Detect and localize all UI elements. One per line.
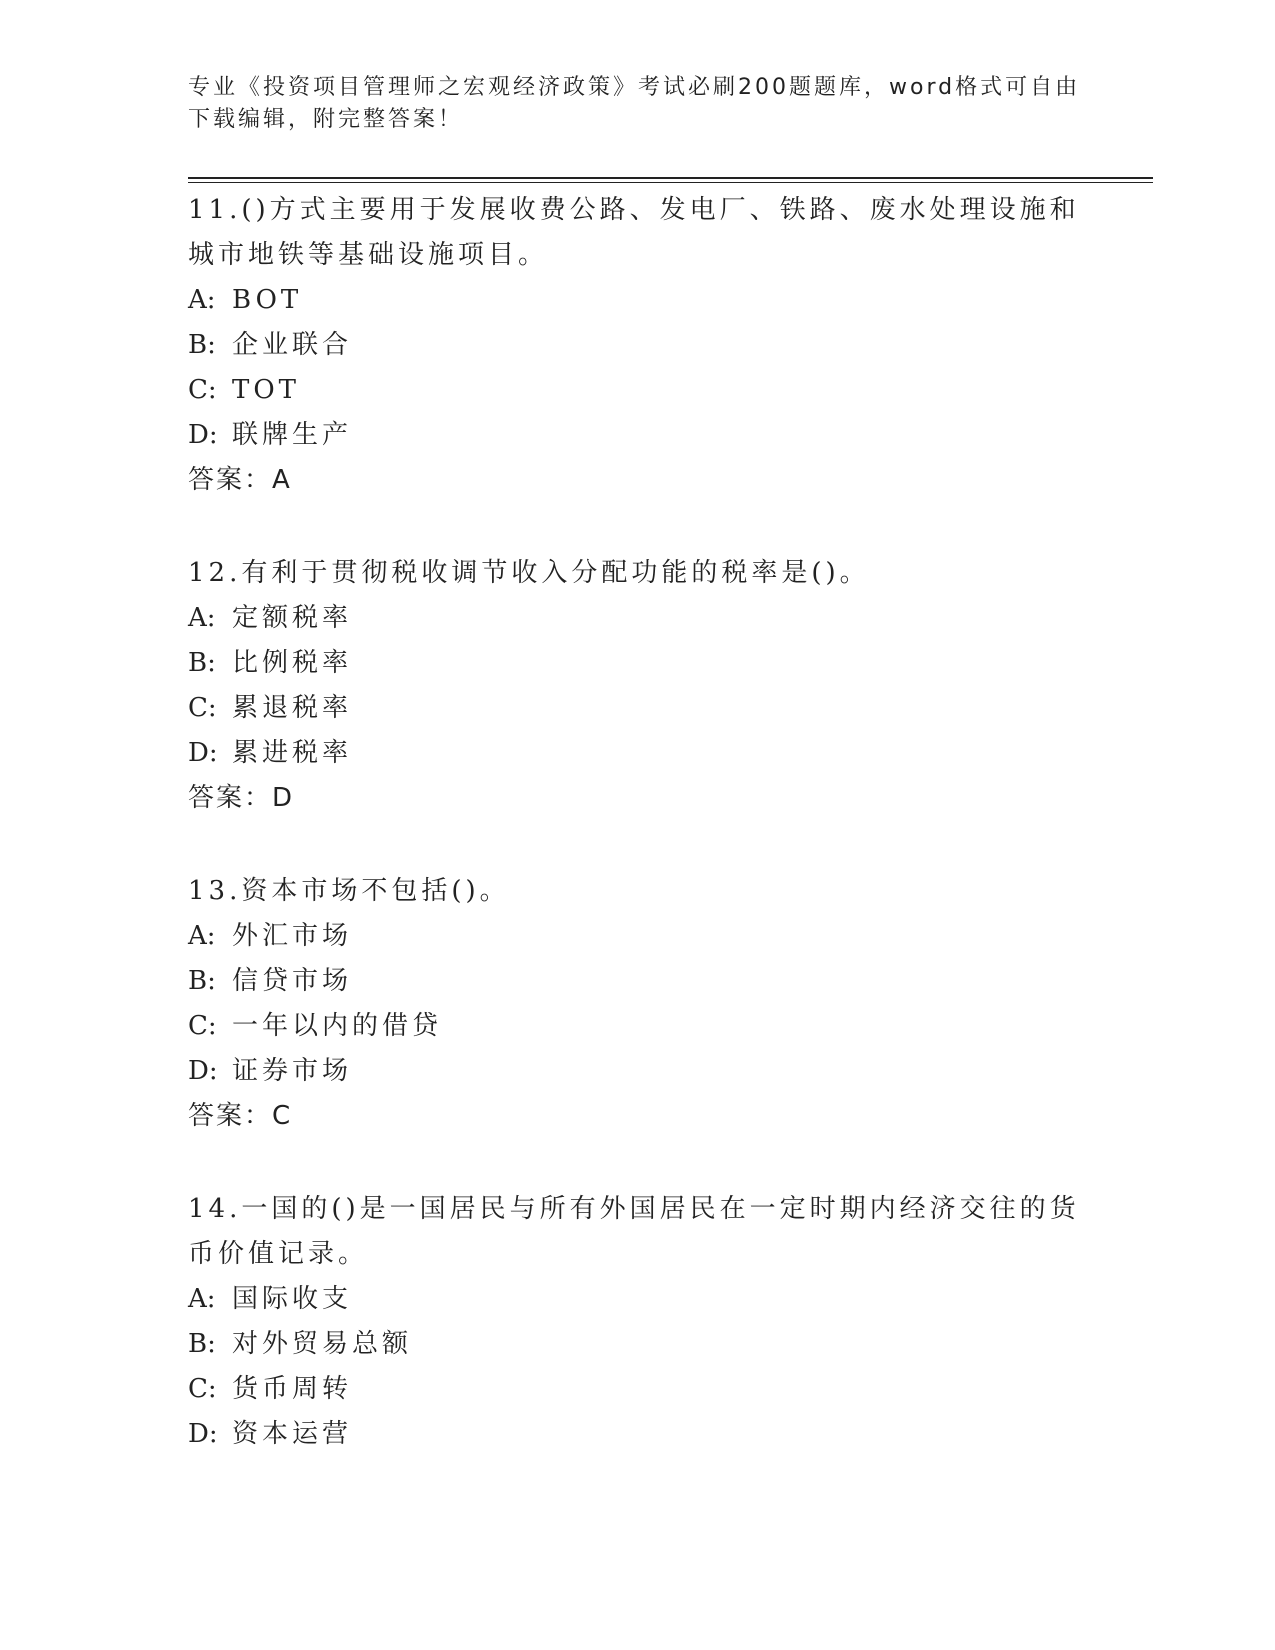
option-a xyxy=(188,278,1088,323)
option-text: 证券市场 xyxy=(232,1056,353,1086)
option-letter: D: xyxy=(188,738,218,768)
option-text: 联牌生产 xyxy=(232,420,353,450)
option-text: 国际收支 xyxy=(232,1284,353,1314)
option-b xyxy=(188,641,1088,686)
answer: 答案：A xyxy=(188,465,292,495)
option-d xyxy=(188,731,1088,776)
header-divider-thick xyxy=(188,177,1153,179)
option-letter: A: xyxy=(188,921,216,951)
answer: 答案：C xyxy=(188,1101,293,1131)
option-letter: B: xyxy=(188,648,216,678)
option-letter: D: xyxy=(188,1056,218,1086)
option-a xyxy=(188,1277,1088,1322)
option-letter: D: xyxy=(188,1419,218,1449)
option-text: 资本运营 xyxy=(232,1419,353,1449)
option-text: 累退税率 xyxy=(232,693,353,723)
option-text: 比例税率 xyxy=(232,648,353,678)
option-letter: B: xyxy=(188,330,216,360)
option-letter: C: xyxy=(188,1011,217,1041)
option-b xyxy=(188,959,1088,1004)
option-text: 累进税率 xyxy=(232,738,353,768)
option-letter: C: xyxy=(188,375,217,405)
question-11 xyxy=(188,188,1088,503)
option-a xyxy=(188,596,1088,641)
answer: 答案：D xyxy=(188,783,295,813)
question-stem: 12.有利于贯彻税收调节收入分配功能的税率是()。 xyxy=(188,558,870,588)
option-a xyxy=(188,914,1088,959)
option-letter: A: xyxy=(188,603,216,633)
option-letter: A: xyxy=(188,285,216,315)
option-c xyxy=(188,368,1088,413)
question-13 xyxy=(188,869,1088,1139)
option-text: 对外贸易总额 xyxy=(232,1329,413,1359)
option-d xyxy=(188,1049,1088,1094)
option-letter: D: xyxy=(188,420,218,450)
option-b xyxy=(188,323,1088,368)
question-14 xyxy=(188,1187,1088,1457)
option-c xyxy=(188,1367,1088,1412)
question-stem: 13.资本市场不包括()。 xyxy=(188,876,510,906)
option-b xyxy=(188,1322,1088,1367)
header-divider-thin xyxy=(188,182,1153,183)
option-text: BOT xyxy=(232,285,303,315)
option-d xyxy=(188,1412,1088,1457)
option-text: TOT xyxy=(232,375,300,405)
option-letter: C: xyxy=(188,1374,217,1404)
question-stem: 14.一国的()是一国居民与所有外国居民在一定时期内经济交往的货币价值记录。 xyxy=(188,1194,1080,1269)
option-letter: C: xyxy=(188,693,217,723)
option-text: 一年以内的借贷 xyxy=(232,1011,443,1041)
option-text: 外汇市场 xyxy=(232,921,353,951)
option-letter: B: xyxy=(188,1329,216,1359)
document-header: 专业《投资项目管理师之宏观经济政策》考试必刷200题题库，word格式可自由下载编辑，附完整答案！ xyxy=(188,75,1081,132)
option-text: 货币周转 xyxy=(232,1374,353,1404)
option-letter: A: xyxy=(188,1284,216,1314)
question-12 xyxy=(188,551,1088,821)
option-d xyxy=(188,413,1088,458)
option-c xyxy=(188,1004,1088,1049)
option-text: 企业联合 xyxy=(232,330,353,360)
question-stem: 11.()方式主要用于发展收费公路、发电厂、铁路、废水处理设施和城市地铁等基础设施项目。 xyxy=(188,195,1080,270)
option-text: 定额税率 xyxy=(232,603,353,633)
option-letter: B: xyxy=(188,966,216,996)
option-c xyxy=(188,686,1088,731)
option-text: 信贷市场 xyxy=(232,966,353,996)
